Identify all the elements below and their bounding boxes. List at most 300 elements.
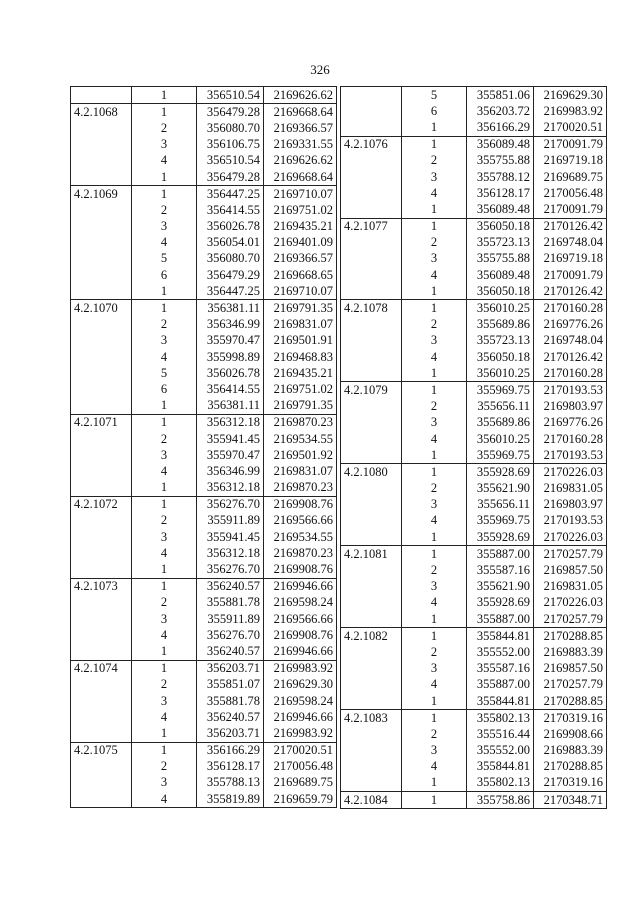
- point-number-cell: 4: [402, 431, 467, 447]
- y-coordinate-cell: 2169748.04: [534, 333, 607, 349]
- table-row: [71, 251, 337, 267]
- table-row: [341, 464, 607, 481]
- table-row: [71, 235, 337, 251]
- table-row: [71, 693, 337, 709]
- point-number-cell: 1: [402, 201, 467, 218]
- x-coordinate-cell: 355928.69: [467, 595, 534, 611]
- x-coordinate-cell: 355911.89: [197, 611, 264, 627]
- table-row: [341, 529, 607, 546]
- x-coordinate-cell: 356050.18: [467, 283, 534, 300]
- parcel-number-cell: [341, 743, 402, 759]
- x-coordinate-cell: 356010.25: [467, 431, 534, 447]
- table-row: [341, 759, 607, 775]
- y-coordinate-cell: 2169710.07: [264, 283, 337, 300]
- parcel-number-cell: [341, 87, 402, 104]
- y-coordinate-cell: 2169748.04: [534, 235, 607, 251]
- table-row: [71, 267, 337, 283]
- table-row: [71, 381, 337, 397]
- parcel-number-cell: [71, 611, 132, 627]
- table-row: [341, 87, 607, 104]
- point-number-cell: 1: [402, 447, 467, 464]
- x-coordinate-cell: 355887.00: [467, 611, 534, 628]
- table-row: [341, 300, 607, 317]
- point-number-cell: 4: [402, 185, 467, 201]
- y-coordinate-cell: 2169598.24: [264, 693, 337, 709]
- parcel-number-cell: [71, 153, 132, 169]
- x-coordinate-cell: 355587.16: [467, 562, 534, 578]
- y-coordinate-cell: 2169883.39: [534, 644, 607, 660]
- parcel-number-cell: [71, 235, 132, 251]
- y-coordinate-cell: 2170126.42: [534, 218, 607, 235]
- table-row: [71, 595, 337, 611]
- table-row: [71, 283, 337, 300]
- parcel-number-cell: [341, 726, 402, 742]
- y-coordinate-cell: 2170193.53: [534, 447, 607, 464]
- parcel-number-cell: 4.2.1077: [341, 218, 402, 235]
- x-coordinate-cell: 355723.13: [467, 333, 534, 349]
- y-coordinate-cell: 2169908.76: [264, 561, 337, 578]
- y-coordinate-cell: 2170226.03: [534, 529, 607, 546]
- x-coordinate-cell: 355689.86: [467, 317, 534, 333]
- point-number-cell: 1: [132, 742, 197, 759]
- y-coordinate-cell: 2169983.92: [534, 103, 607, 119]
- point-number-cell: 4: [132, 791, 197, 808]
- parcel-number-cell: [341, 693, 402, 710]
- x-coordinate-cell: 356414.55: [197, 381, 264, 397]
- point-number-cell: 1: [132, 496, 197, 513]
- parcel-number-cell: [71, 447, 132, 463]
- parcel-number-cell: [341, 153, 402, 169]
- parcel-number-cell: [341, 611, 402, 628]
- parcel-number-cell: [71, 202, 132, 218]
- y-coordinate-cell: 2169751.02: [264, 202, 337, 218]
- point-number-cell: 1: [402, 529, 467, 546]
- parcel-number-cell: 4.2.1083: [341, 710, 402, 727]
- y-coordinate-cell: 2169566.66: [264, 611, 337, 627]
- x-coordinate-cell: 356203.71: [197, 725, 264, 742]
- x-coordinate-cell: 355587.16: [467, 661, 534, 677]
- parcel-number-cell: [341, 447, 402, 464]
- x-coordinate-cell: 355928.69: [467, 529, 534, 546]
- table-row: [71, 447, 337, 463]
- x-coordinate-cell: 355844.81: [467, 759, 534, 775]
- y-coordinate-cell: 2170056.48: [264, 759, 337, 775]
- table-row: [71, 561, 337, 578]
- parcel-number-cell: [341, 775, 402, 792]
- parcel-number-cell: [71, 87, 132, 104]
- x-coordinate-cell: 356240.57: [197, 643, 264, 660]
- point-number-cell: 2: [402, 153, 467, 169]
- table-row: [71, 725, 337, 742]
- y-coordinate-cell: 2169626.62: [264, 87, 337, 104]
- y-coordinate-cell: 2169983.92: [264, 725, 337, 742]
- parcel-number-cell: [341, 661, 402, 677]
- y-coordinate-cell: 2170020.51: [264, 742, 337, 759]
- parcel-number-cell: [71, 333, 132, 349]
- point-number-cell: 1: [402, 611, 467, 628]
- x-coordinate-cell: 356026.78: [197, 365, 264, 381]
- point-number-cell: 1: [132, 169, 197, 186]
- point-number-cell: 2: [132, 595, 197, 611]
- x-coordinate-cell: 355788.13: [197, 775, 264, 791]
- x-coordinate-cell: 355998.89: [197, 349, 264, 365]
- point-number-cell: 1: [402, 464, 467, 481]
- table-row: [71, 317, 337, 333]
- point-number-cell: 1: [402, 382, 467, 399]
- table-row: [341, 153, 607, 169]
- parcel-number-cell: [71, 251, 132, 267]
- x-coordinate-cell: 355516.44: [467, 726, 534, 742]
- table-row: [71, 153, 337, 169]
- x-coordinate-cell: 355755.88: [467, 251, 534, 267]
- parcel-number-cell: [71, 627, 132, 643]
- x-coordinate-cell: 355621.90: [467, 579, 534, 595]
- table-row: [341, 677, 607, 693]
- x-coordinate-cell: 355656.11: [467, 399, 534, 415]
- y-coordinate-cell: 2169983.92: [264, 660, 337, 677]
- table-row: [71, 709, 337, 725]
- x-coordinate-cell: 356240.57: [197, 709, 264, 725]
- x-coordinate-cell: 356080.70: [197, 120, 264, 136]
- y-coordinate-cell: 2169719.18: [534, 153, 607, 169]
- y-coordinate-cell: 2169908.76: [264, 627, 337, 643]
- y-coordinate-cell: 2169791.35: [264, 300, 337, 317]
- parcel-number-cell: [71, 317, 132, 333]
- y-coordinate-cell: 2170319.16: [534, 775, 607, 792]
- table-row: [341, 775, 607, 792]
- parcel-number-cell: 4.2.1079: [341, 382, 402, 399]
- y-coordinate-cell: 2169719.18: [534, 251, 607, 267]
- parcel-number-cell: [71, 349, 132, 365]
- parcel-number-cell: [71, 595, 132, 611]
- parcel-number-cell: [71, 643, 132, 660]
- y-coordinate-cell: 2169534.55: [264, 431, 337, 447]
- x-coordinate-cell: 355941.45: [197, 431, 264, 447]
- table-row: [341, 382, 607, 399]
- parcel-number-cell: [71, 267, 132, 283]
- x-coordinate-cell: 356089.48: [467, 201, 534, 218]
- x-coordinate-cell: 355851.07: [197, 677, 264, 693]
- point-number-cell: 4: [402, 595, 467, 611]
- y-coordinate-cell: 2170126.42: [534, 283, 607, 300]
- parcel-number-cell: 4.2.1078: [341, 300, 402, 317]
- y-coordinate-cell: 2169803.97: [534, 399, 607, 415]
- point-number-cell: 2: [132, 317, 197, 333]
- parcel-number-cell: [71, 709, 132, 725]
- point-number-cell: 4: [402, 349, 467, 365]
- y-coordinate-cell: 2170020.51: [534, 119, 607, 136]
- coordinates-table-left: [70, 86, 337, 808]
- x-coordinate-cell: 356080.70: [197, 251, 264, 267]
- table-row: [341, 349, 607, 365]
- parcel-number-cell: [71, 463, 132, 479]
- point-number-cell: 1: [402, 775, 467, 792]
- point-number-cell: 2: [402, 726, 467, 742]
- table-row: [71, 414, 337, 431]
- point-number-cell: 1: [132, 186, 197, 203]
- x-coordinate-cell: 356346.99: [197, 317, 264, 333]
- y-coordinate-cell: 2169883.39: [534, 743, 607, 759]
- table-row: [341, 136, 607, 153]
- y-coordinate-cell: 2169501.92: [264, 447, 337, 463]
- x-coordinate-cell: 356026.78: [197, 219, 264, 235]
- x-coordinate-cell: 356276.70: [197, 627, 264, 643]
- point-number-cell: 4: [402, 513, 467, 529]
- table-row: [341, 546, 607, 563]
- parcel-number-cell: [341, 595, 402, 611]
- x-coordinate-cell: 355621.90: [467, 481, 534, 497]
- parcel-number-cell: [341, 267, 402, 283]
- y-coordinate-cell: 2169908.66: [534, 726, 607, 742]
- point-number-cell: 4: [132, 709, 197, 725]
- table-row: [341, 693, 607, 710]
- table-row: [341, 201, 607, 218]
- parcel-number-cell: 4.2.1080: [341, 464, 402, 481]
- parcel-number-cell: [341, 201, 402, 218]
- table-row: [341, 628, 607, 645]
- x-coordinate-cell: 356203.71: [197, 660, 264, 677]
- point-number-cell: 1: [402, 119, 467, 136]
- y-coordinate-cell: 2170160.28: [534, 431, 607, 447]
- y-coordinate-cell: 2170160.28: [534, 300, 607, 317]
- y-coordinate-cell: 2169501.91: [264, 333, 337, 349]
- x-coordinate-cell: 356447.25: [197, 186, 264, 203]
- point-number-cell: 3: [132, 611, 197, 627]
- page-number: 326: [310, 62, 330, 77]
- x-coordinate-cell: 356203.72: [467, 103, 534, 119]
- parcel-number-cell: [341, 399, 402, 415]
- table-row: [71, 463, 337, 479]
- y-coordinate-cell: 2170288.85: [534, 693, 607, 710]
- table-row: [341, 251, 607, 267]
- parcel-number-cell: 4.2.1082: [341, 628, 402, 645]
- y-coordinate-cell: 2169857.50: [534, 562, 607, 578]
- y-coordinate-cell: 2170257.79: [534, 677, 607, 693]
- x-coordinate-cell: 356050.18: [467, 218, 534, 235]
- point-number-cell: 1: [132, 87, 197, 104]
- x-coordinate-cell: 355552.00: [467, 644, 534, 660]
- parcel-number-cell: 4.2.1074: [71, 660, 132, 677]
- table-row: [71, 513, 337, 529]
- table-row: [341, 562, 607, 578]
- y-coordinate-cell: 2169857.50: [534, 661, 607, 677]
- table-row: [341, 235, 607, 251]
- x-coordinate-cell: 356510.54: [197, 87, 264, 104]
- parcel-number-cell: [341, 529, 402, 546]
- x-coordinate-cell: 355552.00: [467, 743, 534, 759]
- point-number-cell: 3: [402, 743, 467, 759]
- y-coordinate-cell: 2169870.23: [264, 480, 337, 497]
- table-row: [341, 399, 607, 415]
- y-coordinate-cell: 2170288.85: [534, 759, 607, 775]
- parcel-number-cell: [341, 497, 402, 513]
- x-coordinate-cell: 355723.13: [467, 235, 534, 251]
- x-coordinate-cell: 356381.11: [197, 398, 264, 415]
- y-coordinate-cell: 2169908.76: [264, 496, 337, 513]
- y-coordinate-cell: 2169710.07: [264, 186, 337, 203]
- table-row: [71, 120, 337, 136]
- x-coordinate-cell: 356479.28: [197, 104, 264, 121]
- point-number-cell: 2: [402, 644, 467, 660]
- table-row: [341, 218, 607, 235]
- y-coordinate-cell: 2169946.66: [264, 643, 337, 660]
- table-row: [341, 579, 607, 595]
- y-coordinate-cell: 2170056.48: [534, 185, 607, 201]
- parcel-number-cell: [71, 398, 132, 415]
- x-coordinate-cell: 355656.11: [467, 497, 534, 513]
- point-number-cell: 1: [132, 660, 197, 677]
- table-row: [341, 661, 607, 677]
- table-row: [341, 119, 607, 136]
- y-coordinate-cell: 2170193.53: [534, 513, 607, 529]
- parcel-number-cell: [71, 283, 132, 300]
- parcel-number-cell: [341, 415, 402, 431]
- point-number-cell: 2: [132, 202, 197, 218]
- x-coordinate-cell: 355802.13: [467, 710, 534, 727]
- point-number-cell: 3: [402, 251, 467, 267]
- parcel-number-cell: [71, 219, 132, 235]
- table-row: [71, 496, 337, 513]
- y-coordinate-cell: 2169831.05: [534, 579, 607, 595]
- y-coordinate-cell: 2169435.21: [264, 365, 337, 381]
- x-coordinate-cell: 356106.75: [197, 137, 264, 153]
- parcel-number-cell: [341, 317, 402, 333]
- point-number-cell: 5: [132, 365, 197, 381]
- x-coordinate-cell: 356166.29: [467, 119, 534, 136]
- table-row: [341, 415, 607, 431]
- table-row: [341, 644, 607, 660]
- y-coordinate-cell: 2169803.97: [534, 497, 607, 513]
- table-row: [341, 726, 607, 742]
- y-coordinate-cell: 2169831.05: [534, 481, 607, 497]
- point-number-cell: 1: [402, 218, 467, 235]
- parcel-number-cell: [71, 693, 132, 709]
- point-number-cell: 3: [132, 137, 197, 153]
- point-number-cell: 3: [132, 775, 197, 791]
- x-coordinate-cell: 356128.17: [467, 185, 534, 201]
- table-row: [71, 431, 337, 447]
- point-number-cell: 6: [132, 381, 197, 397]
- y-coordinate-cell: 2169629.30: [264, 677, 337, 693]
- table-row: [71, 349, 337, 365]
- point-number-cell: 4: [132, 349, 197, 365]
- y-coordinate-cell: 2169831.07: [264, 317, 337, 333]
- table-row: [71, 578, 337, 595]
- point-number-cell: 2: [402, 399, 467, 415]
- point-number-cell: 1: [132, 300, 197, 317]
- parcel-number-cell: [71, 529, 132, 545]
- x-coordinate-cell: 356479.29: [197, 267, 264, 283]
- table-row: [71, 365, 337, 381]
- y-coordinate-cell: 2170091.79: [534, 267, 607, 283]
- point-number-cell: 4: [402, 267, 467, 283]
- point-number-cell: 4: [132, 545, 197, 561]
- parcel-number-cell: 4.2.1084: [341, 792, 402, 809]
- parcel-number-cell: [71, 480, 132, 497]
- x-coordinate-cell: 355941.45: [197, 529, 264, 545]
- point-number-cell: 1: [132, 578, 197, 595]
- y-coordinate-cell: 2169689.75: [534, 169, 607, 185]
- x-coordinate-cell: 355969.75: [467, 447, 534, 464]
- y-coordinate-cell: 2169668.64: [264, 104, 337, 121]
- y-coordinate-cell: 2169668.64: [264, 169, 337, 186]
- y-coordinate-cell: 2170319.16: [534, 710, 607, 727]
- y-coordinate-cell: 2170091.79: [534, 136, 607, 153]
- parcel-number-cell: [71, 791, 132, 808]
- parcel-number-cell: [341, 431, 402, 447]
- x-coordinate-cell: 356166.29: [197, 742, 264, 759]
- y-coordinate-cell: 2169870.23: [264, 414, 337, 431]
- parcel-number-cell: 4.2.1071: [71, 414, 132, 431]
- x-coordinate-cell: 355911.89: [197, 513, 264, 529]
- x-coordinate-cell: 356010.25: [467, 300, 534, 317]
- y-coordinate-cell: 2169626.62: [264, 153, 337, 169]
- x-coordinate-cell: 356447.25: [197, 283, 264, 300]
- point-number-cell: 6: [402, 103, 467, 119]
- x-coordinate-cell: 356276.70: [197, 496, 264, 513]
- parcel-number-cell: 4.2.1068: [71, 104, 132, 121]
- x-coordinate-cell: 355844.81: [467, 628, 534, 645]
- point-number-cell: 4: [132, 235, 197, 251]
- parcel-number-cell: [341, 759, 402, 775]
- point-number-cell: 3: [132, 693, 197, 709]
- point-number-cell: 1: [132, 414, 197, 431]
- parcel-number-cell: [341, 185, 402, 201]
- y-coordinate-cell: 2169776.26: [534, 317, 607, 333]
- y-coordinate-cell: 2170288.85: [534, 628, 607, 645]
- x-coordinate-cell: 356240.57: [197, 578, 264, 595]
- table-row: [71, 137, 337, 153]
- parcel-number-cell: [341, 481, 402, 497]
- parcel-number-cell: [71, 545, 132, 561]
- point-number-cell: 2: [402, 317, 467, 333]
- y-coordinate-cell: 2169668.65: [264, 267, 337, 283]
- point-number-cell: 1: [402, 546, 467, 563]
- parcel-number-cell: [341, 103, 402, 119]
- parcel-number-cell: 4.2.1072: [71, 496, 132, 513]
- y-coordinate-cell: 2169401.09: [264, 235, 337, 251]
- x-coordinate-cell: 356312.18: [197, 480, 264, 497]
- point-number-cell: 1: [402, 300, 467, 317]
- x-coordinate-cell: 356128.17: [197, 759, 264, 775]
- table-row: [341, 185, 607, 201]
- table-row: [341, 333, 607, 349]
- parcel-number-cell: [341, 365, 402, 382]
- x-coordinate-cell: 355758.86: [467, 792, 534, 809]
- y-coordinate-cell: 2169831.07: [264, 463, 337, 479]
- parcel-number-cell: [341, 513, 402, 529]
- y-coordinate-cell: 2170226.03: [534, 464, 607, 481]
- table-row: [71, 545, 337, 561]
- table-row: [341, 447, 607, 464]
- point-number-cell: 1: [402, 693, 467, 710]
- y-coordinate-cell: 2169751.02: [264, 381, 337, 397]
- table-row: [71, 398, 337, 415]
- x-coordinate-cell: 356510.54: [197, 153, 264, 169]
- point-number-cell: 3: [402, 579, 467, 595]
- y-coordinate-cell: 2169776.26: [534, 415, 607, 431]
- table-row: [341, 431, 607, 447]
- x-coordinate-cell: 355887.00: [467, 546, 534, 563]
- parcel-number-cell: [341, 349, 402, 365]
- parcel-number-cell: 4.2.1075: [71, 742, 132, 759]
- x-coordinate-cell: 356312.18: [197, 545, 264, 561]
- x-coordinate-cell: 355881.78: [197, 693, 264, 709]
- table-row: [71, 104, 337, 121]
- y-coordinate-cell: 2170091.79: [534, 201, 607, 218]
- y-coordinate-cell: 2170193.53: [534, 382, 607, 399]
- y-coordinate-cell: 2170257.79: [534, 546, 607, 563]
